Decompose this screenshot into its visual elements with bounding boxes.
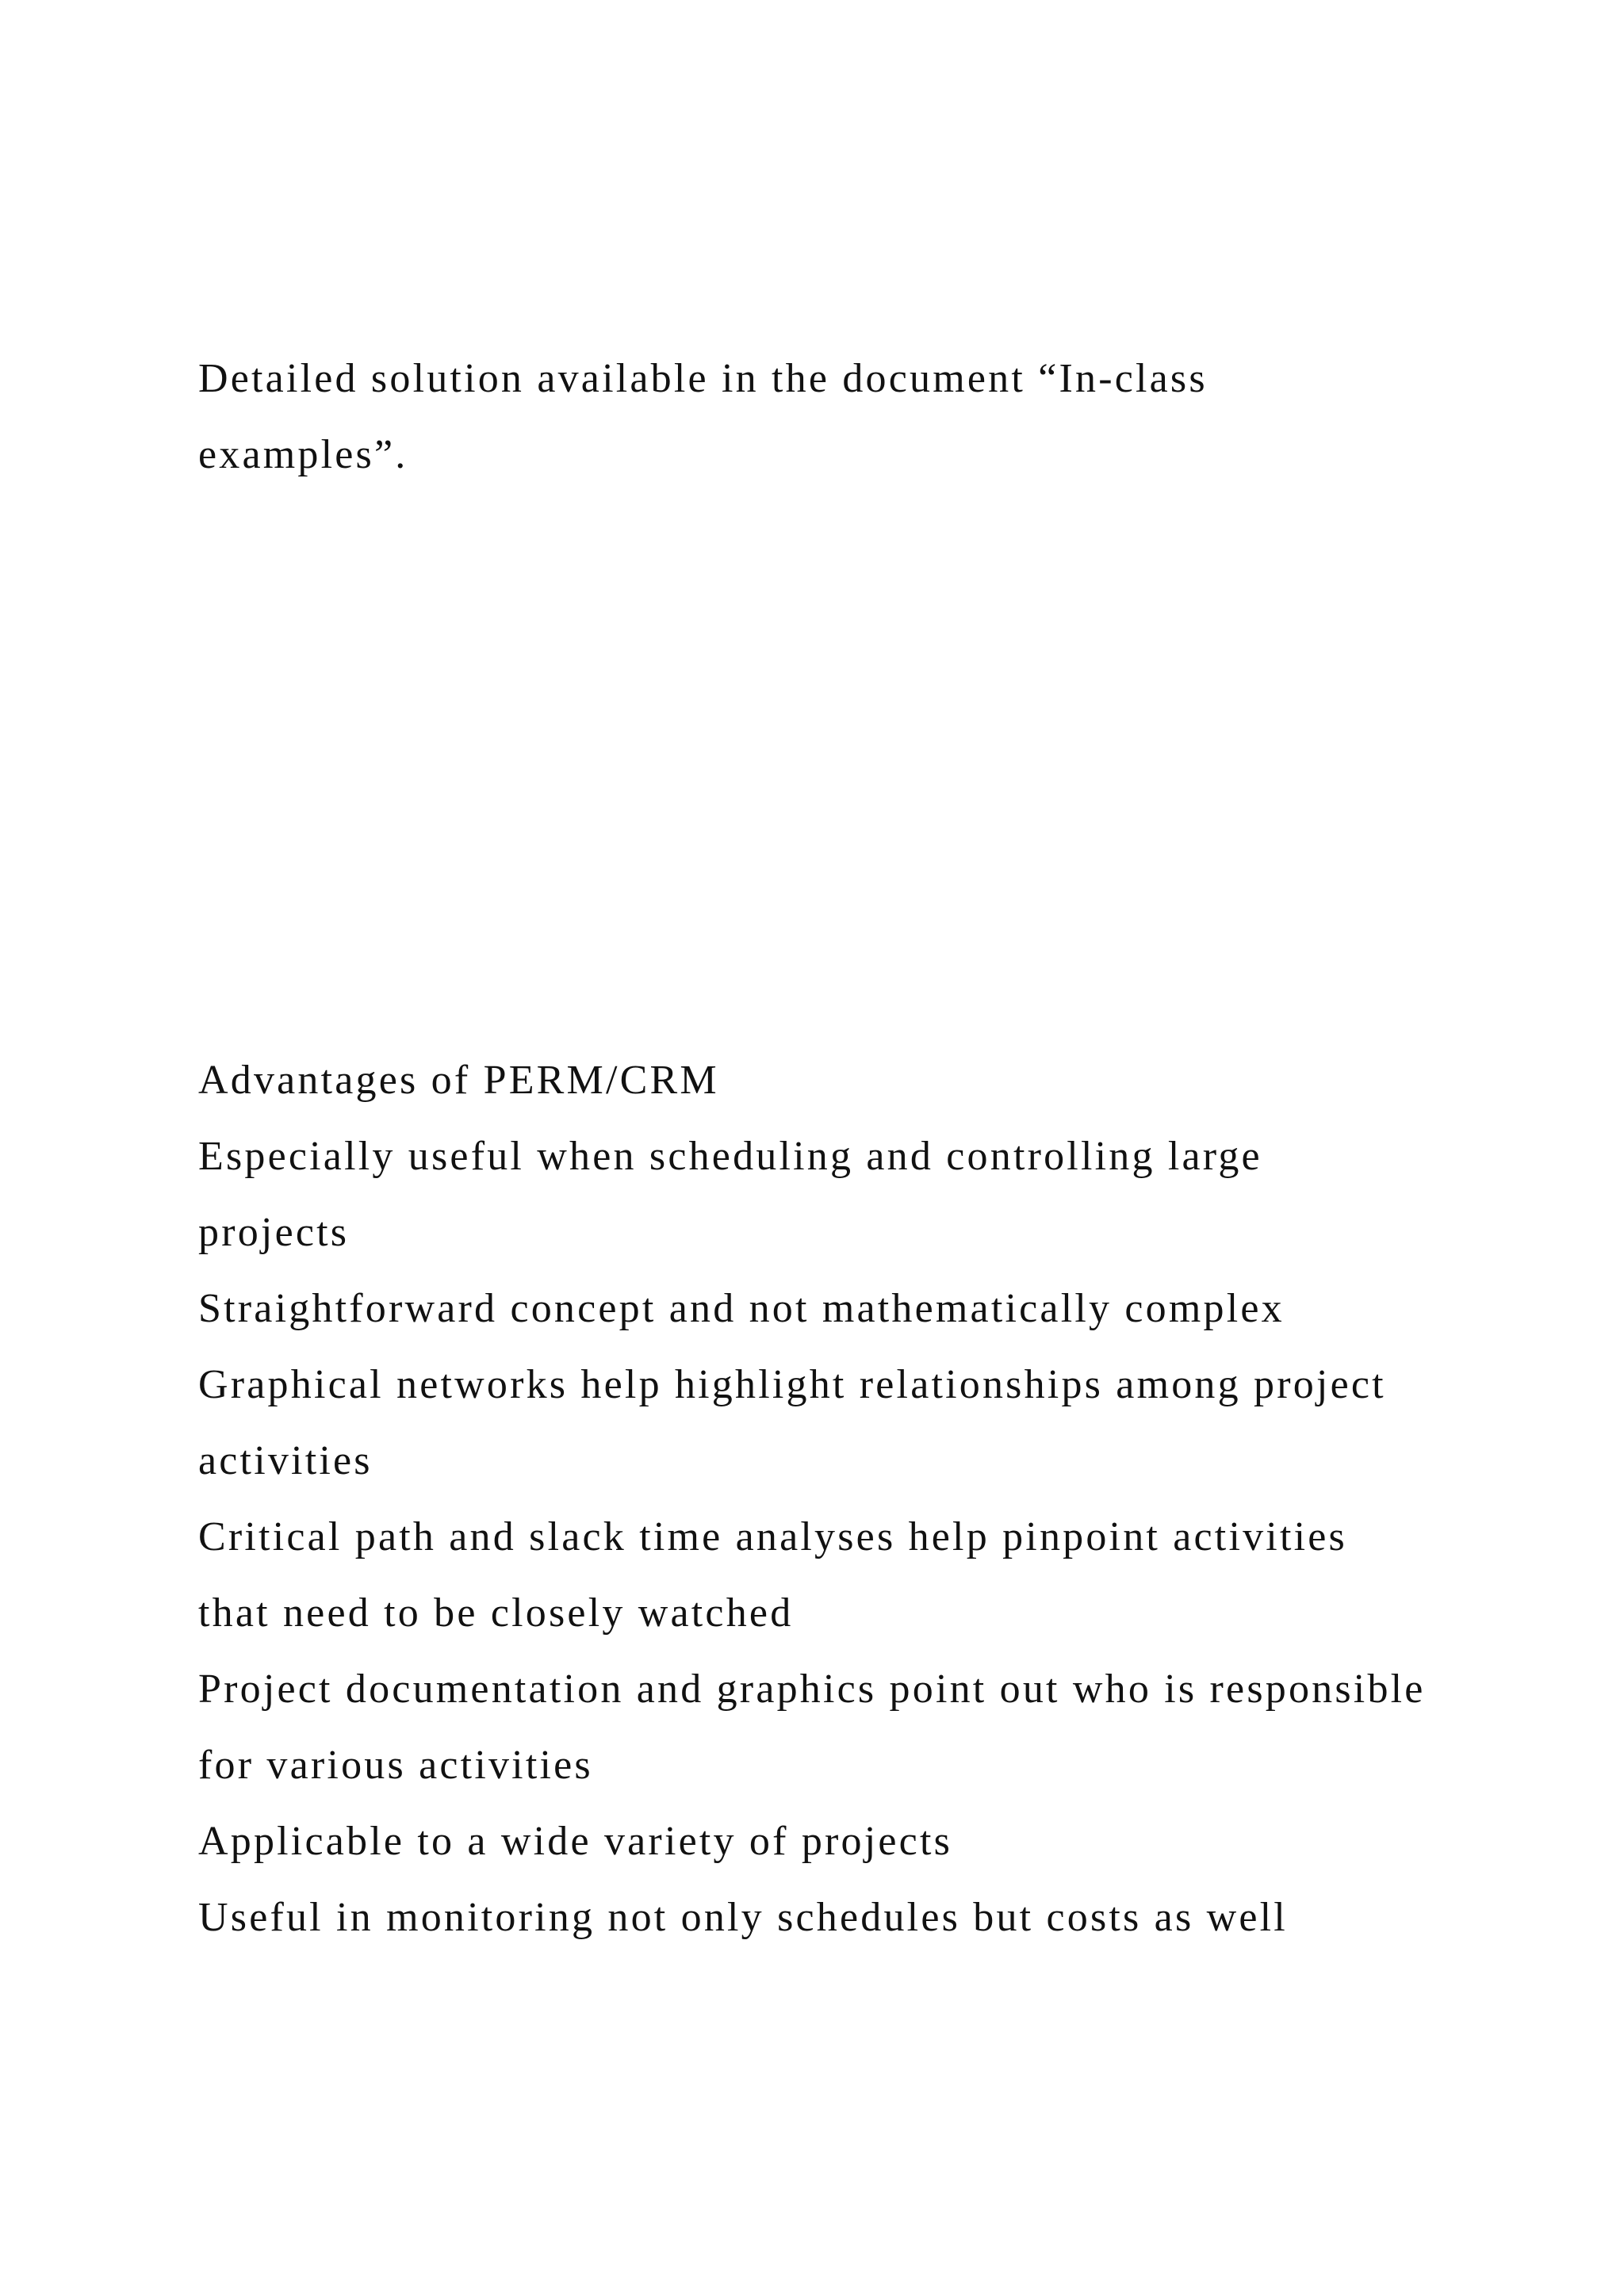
- advantages-line: Especially useful when scheduling and controlling large: [198, 1134, 1262, 1179]
- advantages-line: that need to be closely watched: [198, 1590, 794, 1636]
- advantages-line: projects: [198, 1210, 350, 1255]
- advantages-heading: Advantages of PERM/CRM: [198, 1058, 719, 1103]
- advantages-line: Critical path and slack time analyses help pinpoint activities: [198, 1514, 1347, 1559]
- advantages-line: for various activities: [198, 1743, 593, 1788]
- advantages-line: Graphical networks help highlight relationships among project: [198, 1362, 1386, 1407]
- advantages-line: activities: [198, 1438, 373, 1483]
- intro-line-2: examples”.: [198, 432, 408, 477]
- advantages-line: Straightforward concept and not mathematically complex: [198, 1286, 1285, 1331]
- advantages-line: Applicable to a wide variety of projects: [198, 1819, 953, 1864]
- intro-line-1: Detailed solution available in the document “In-class: [198, 356, 1208, 401]
- advantages-line: Useful in monitoring not only schedules but costs as well: [198, 1895, 1288, 1940]
- advantages-line: Project documentation and graphics point out who is responsible: [198, 1667, 1426, 1712]
